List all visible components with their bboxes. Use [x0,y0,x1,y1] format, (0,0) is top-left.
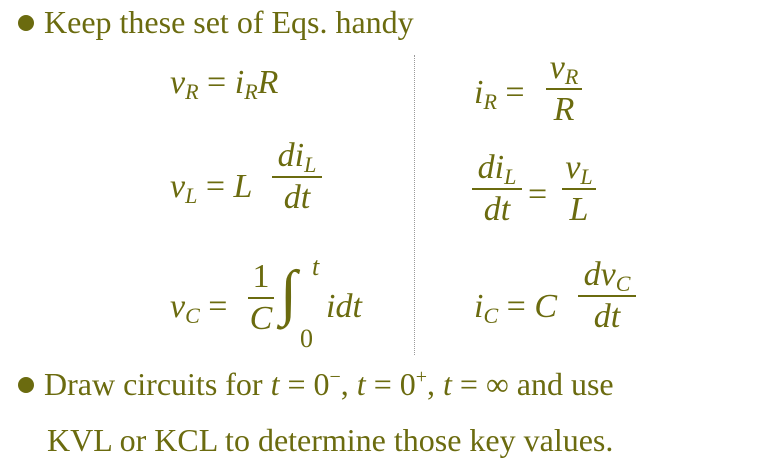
integral-upper-limit: t [312,252,320,281]
equation-vr: vR = iRR [170,64,279,104]
equation-ic: iC = C [474,288,558,328]
bullet-item-2: Draw circuits for t = 0−, t = 0+, t = ∞ and use [18,368,614,400]
equation-vc: vC = [170,288,228,328]
fraction-one-over-c: 1 C [249,258,273,337]
column-divider [414,55,415,355]
integral-lower-limit: 0 [300,324,313,353]
integrand-idt: idt [326,288,362,325]
equation-vl: vL = L [170,168,253,208]
fraction-dil-dt-left: diL dt [272,139,322,215]
integral-sign: ∫ [280,259,297,327]
fraction-vr-over-r: vR R [546,51,582,127]
bullet-text-1: Keep these set of Eqs. handy [44,4,414,40]
fraction-dil-dt-right: diL dt [472,151,522,227]
bullet-dot [18,377,34,393]
equation-ir: iR = [474,74,525,114]
bullet-dot [18,15,34,31]
equals-sign-vl: = [528,176,548,213]
bullet-text-2-continuation: KVL or KCL to determine those key values. [47,422,614,458]
fraction-dvc-dt: dvC dt [578,258,636,334]
fraction-vl-over-l: vL L [562,151,596,227]
bullet-item-1 [18,6,414,38]
